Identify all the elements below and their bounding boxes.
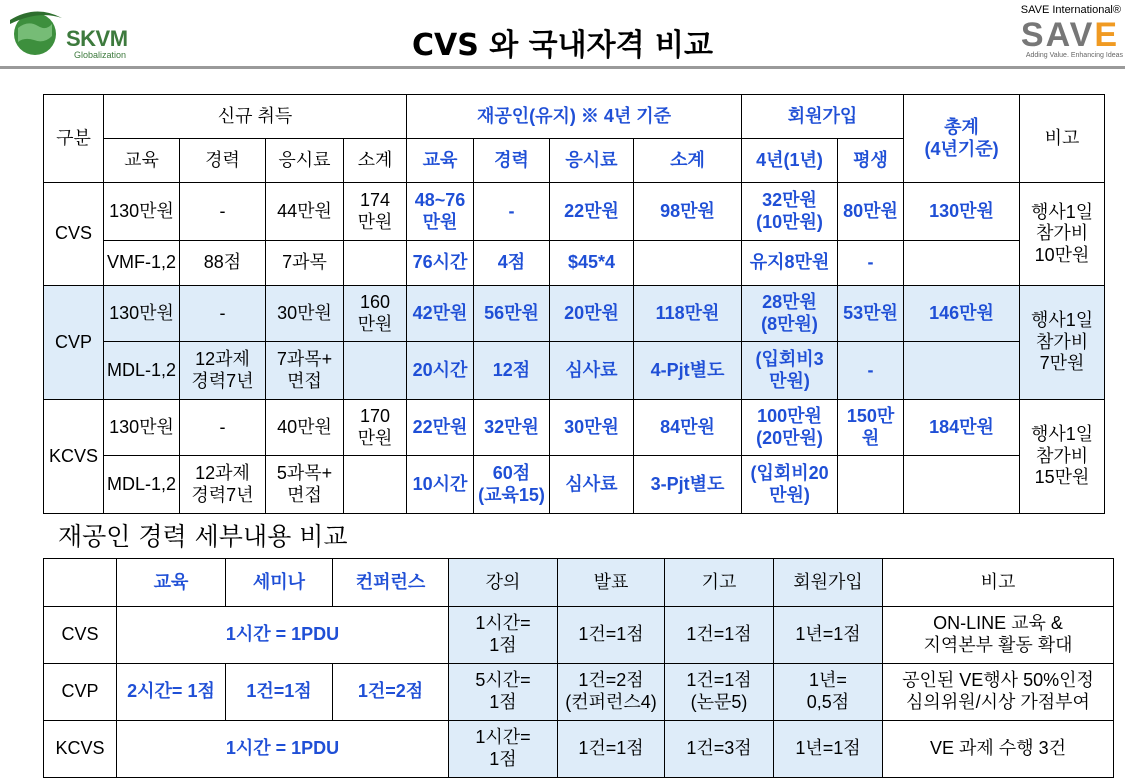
sub-subtotal: 소계	[344, 139, 407, 183]
table-cell: 4점	[474, 241, 550, 286]
sub-exam-fee: 응시료	[266, 139, 344, 183]
table-cell: 20만원	[550, 286, 634, 342]
table-cell: 28만원 (8만원)	[742, 286, 838, 342]
hdr-category: 구분	[44, 95, 104, 183]
header-cell	[44, 559, 117, 607]
table-cell: 유지8만원	[742, 241, 838, 286]
sub-m-life: 평생	[838, 139, 904, 183]
table-cell: 100만원 (20만원)	[742, 400, 838, 456]
table-cell: 12과제 경력7년	[180, 342, 266, 400]
table-cell: 184만원	[904, 400, 1020, 456]
table-cell: 118만원	[634, 286, 742, 342]
table-cell	[344, 241, 407, 286]
table-cell: -	[180, 286, 266, 342]
sub-r-subtotal: 소계	[634, 139, 742, 183]
table-cell: 심사료	[550, 456, 634, 514]
section-title: 재공인 경력 세부내용 비교	[58, 522, 348, 551]
table-cell: 130만원	[104, 183, 180, 241]
table-cell: 60점 (교육15)	[474, 456, 550, 514]
table-cell: 1건=1점 (논문5)	[665, 664, 774, 721]
table-cell: 76시간	[407, 241, 474, 286]
table-cell: 1건=2점 (컨퍼런스4)	[558, 664, 665, 721]
header-cell: 컨퍼런스	[333, 559, 449, 607]
header-cell: 세미나	[226, 559, 333, 607]
table-cell: 12점	[474, 342, 550, 400]
row-name: CVP	[44, 286, 104, 400]
sub-r-career: 경력	[474, 139, 550, 183]
row-name: KCVS	[44, 721, 117, 778]
career-detail-table	[43, 558, 1114, 778]
table-cell: $45*4	[550, 241, 634, 286]
table-cell: 1건=1점	[226, 664, 333, 721]
table-cell	[344, 342, 407, 400]
header-cell: 기고	[665, 559, 774, 607]
hdr-total: 총계 (4년기준)	[904, 95, 1020, 183]
hdr-remarks: 비고	[1020, 95, 1105, 183]
table-cell: -	[180, 400, 266, 456]
sub-m-4y: 4년(1년)	[742, 139, 838, 183]
table-cell: 30만원	[266, 286, 344, 342]
row-name: CVP	[44, 664, 117, 721]
table-cell: 146만원	[904, 286, 1020, 342]
header-cell: 발표	[558, 559, 665, 607]
table-cell: 1년= 0,5점	[774, 664, 883, 721]
table-cell: -	[838, 342, 904, 400]
table-cell: (입회비3 만원)	[742, 342, 838, 400]
hdr-new-acq: 신규 취득	[104, 95, 407, 139]
row-name: CVS	[44, 607, 117, 664]
table-row	[44, 456, 1105, 514]
table-cell: MDL-1,2	[104, 342, 180, 400]
table-cell: 5과목+ 면접	[266, 456, 344, 514]
comparison-table	[43, 94, 1105, 514]
hdr-renewal: 재공인(유지) ※ 4년 기준	[407, 95, 742, 139]
table-cell: -	[180, 183, 266, 241]
table-cell: 1시간= 1점	[449, 721, 558, 778]
table-row	[44, 721, 1114, 778]
table-row	[44, 286, 1105, 342]
table-cell: 1건=2점	[333, 664, 449, 721]
table-cell: 48~76 만원	[407, 183, 474, 241]
table-cell: 1건=3점	[665, 721, 774, 778]
table-cell	[838, 456, 904, 514]
page-title: CVS 와 국내자격 비교	[411, 28, 714, 63]
table-cell: 12과제 경력7년	[180, 456, 266, 514]
sub-r-exam-fee: 응시료	[550, 139, 634, 183]
row-name: KCVS	[44, 400, 104, 514]
table-cell: 80만원	[838, 183, 904, 241]
table-cell: 42만원	[407, 286, 474, 342]
merged-cell: 1시간 = 1PDU	[117, 607, 449, 664]
table-cell: 10시간	[407, 456, 474, 514]
table-cell: -	[838, 241, 904, 286]
row-remark: 행사1일 참가비 7만원	[1020, 286, 1105, 400]
header-cell: 교육	[117, 559, 226, 607]
table-cell: 30만원	[550, 400, 634, 456]
table-cell: 170 만원	[344, 400, 407, 456]
row-remark: ON-LINE 교육 & 지역본부 활동 확대	[883, 607, 1114, 664]
header-cell: 비고	[883, 559, 1114, 607]
merged-cell: 1시간 = 1PDU	[117, 721, 449, 778]
table-cell: 2시간= 1점	[117, 664, 226, 721]
table-header-row	[44, 559, 1114, 607]
row-remark: 행사1일 참가비 15만원	[1020, 400, 1105, 514]
table-cell: -	[474, 183, 550, 241]
table-cell: 7과목	[266, 241, 344, 286]
table-cell: 44만원	[266, 183, 344, 241]
table-cell: 7과목+ 면접	[266, 342, 344, 400]
row-name: CVS	[44, 183, 104, 286]
table-cell: 56만원	[474, 286, 550, 342]
table-cell: 32만원	[474, 400, 550, 456]
table-cell: 22만원	[407, 400, 474, 456]
table-row	[44, 342, 1105, 400]
table-cell: 130만원	[104, 400, 180, 456]
skvm-brand: SKVM	[66, 26, 128, 51]
slide-header	[0, 0, 1125, 70]
table-cell: 1시간= 1점	[449, 607, 558, 664]
header-cell: 회원가입	[774, 559, 883, 607]
table-cell: 53만원	[838, 286, 904, 342]
sub-r-edu: 교육	[407, 139, 474, 183]
table-row	[44, 241, 1105, 286]
table-cell: 5시간= 1점	[449, 664, 558, 721]
table-cell: 160 만원	[344, 286, 407, 342]
table-cell: 130만원	[104, 286, 180, 342]
sub-edu: 교육	[104, 139, 180, 183]
table-cell: 심사료	[550, 342, 634, 400]
table-row	[44, 183, 1105, 241]
row-remark: VE 과제 수행 3건	[883, 721, 1114, 778]
table-cell: 1년=1점	[774, 607, 883, 664]
table-cell: 150만 원	[838, 400, 904, 456]
table-cell	[634, 241, 742, 286]
table-cell: 1건=1점	[558, 721, 665, 778]
save-tagline: Adding Value. Enhancing Ideas	[1025, 52, 1123, 59]
table-row	[44, 664, 1114, 721]
save-logo	[995, 4, 1123, 64]
row-remark: 행사1일 참가비 10만원	[1020, 183, 1105, 286]
table-cell: (입회비20 만원)	[742, 456, 838, 514]
save-intl-text: SAVE International®	[1020, 4, 1121, 16]
header-cell: 강의	[449, 559, 558, 607]
table-cell: 174 만원	[344, 183, 407, 241]
table-cell	[904, 456, 1020, 514]
table-cell: 32만원 (10만원)	[742, 183, 838, 241]
save-brand: SAVE	[1020, 16, 1119, 54]
table-cell: 22만원	[550, 183, 634, 241]
table-row	[44, 607, 1114, 664]
table-cell: 130만원	[904, 183, 1020, 241]
hdr-membership: 회원가입	[742, 95, 904, 139]
table-cell: 84만원	[634, 400, 742, 456]
table-cell: 4-Pjt별도	[634, 342, 742, 400]
table-cell	[344, 456, 407, 514]
table-row	[44, 400, 1105, 456]
sub-career: 경력	[180, 139, 266, 183]
table-cell: 40만원	[266, 400, 344, 456]
row-remark: 공인된 VE행사 50%인정 심의위원/시상 가점부여	[883, 664, 1114, 721]
header-divider	[0, 66, 1125, 69]
table-cell: 1년=1점	[774, 721, 883, 778]
table-cell: 98만원	[634, 183, 742, 241]
table-cell: MDL-1,2	[104, 456, 180, 514]
skvm-sub: Globalization	[74, 50, 127, 60]
table-cell: VMF-1,2	[104, 241, 180, 286]
table-cell: 88점	[180, 241, 266, 286]
table-cell: 20시간	[407, 342, 474, 400]
table-cell: 3-Pjt별도	[634, 456, 742, 514]
table-cell: 1건=1점	[665, 607, 774, 664]
table-cell	[904, 342, 1020, 400]
table-cell: 1건=1점	[558, 607, 665, 664]
table-cell	[904, 241, 1020, 286]
